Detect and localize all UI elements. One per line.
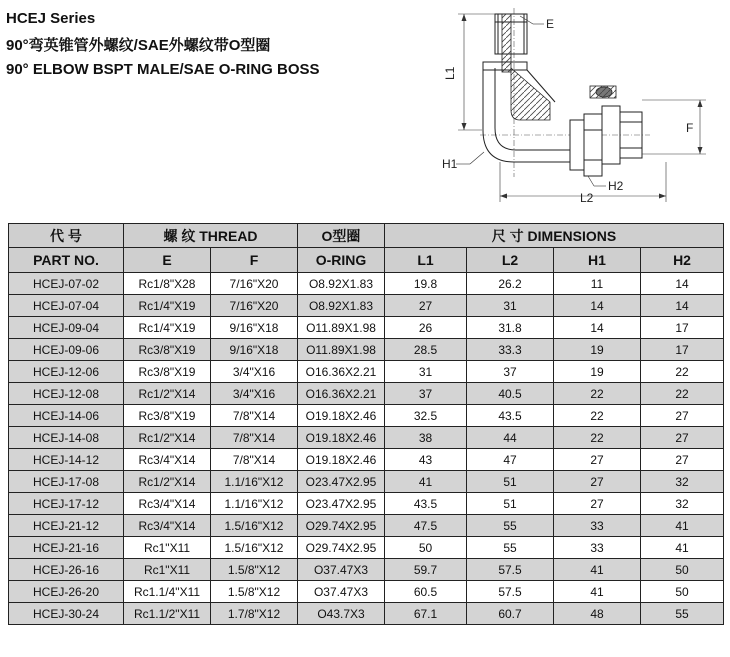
header-code-cn: 代 号 xyxy=(9,224,124,248)
table-cell: 1.1/16"X12 xyxy=(211,493,298,515)
table-cell: 47.5 xyxy=(385,515,467,537)
part-number-cell: HCEJ-26-16 xyxy=(9,559,124,581)
label-l2: L2 xyxy=(580,191,594,205)
table-cell: 27 xyxy=(641,405,724,427)
table-cell: 37 xyxy=(467,361,554,383)
table-cell: O37.47X3 xyxy=(298,559,385,581)
table-cell: O29.74X2.95 xyxy=(298,515,385,537)
table-cell: 38 xyxy=(385,427,467,449)
table-cell: 44 xyxy=(467,427,554,449)
label-e: E xyxy=(546,17,555,31)
column-header: E xyxy=(124,248,211,273)
part-number-cell: HCEJ-09-06 xyxy=(9,339,124,361)
table-cell: O8.92X1.83 xyxy=(298,273,385,295)
table-cell: 55 xyxy=(641,603,724,625)
label-h1: H1 xyxy=(442,157,458,171)
table-cell: 31 xyxy=(385,361,467,383)
table-cell: 1.7/8"X12 xyxy=(211,603,298,625)
table-cell: 1.5/8"X12 xyxy=(211,581,298,603)
table-cell: 33 xyxy=(554,515,641,537)
table-cell: O19.18X2.46 xyxy=(298,405,385,427)
table-cell: Rc1/8"X28 xyxy=(124,273,211,295)
table-cell: O37.47X3 xyxy=(298,581,385,603)
series-title: HCEJ Series xyxy=(6,10,96,27)
table-cell: 31 xyxy=(467,295,554,317)
table-cell: 9/16"X18 xyxy=(211,339,298,361)
header-dimensions: 尺 寸 DIMENSIONS xyxy=(385,224,724,248)
table-cell: 41 xyxy=(385,471,467,493)
column-header: H1 xyxy=(554,248,641,273)
table-cell: 11 xyxy=(554,273,641,295)
table-cell: 57.5 xyxy=(467,559,554,581)
table-cell: 32 xyxy=(641,471,724,493)
table-cell: Rc3/8"X19 xyxy=(124,339,211,361)
table-row xyxy=(9,383,724,405)
table-cell: 19.8 xyxy=(385,273,467,295)
table-cell: Rc3/8"X19 xyxy=(124,361,211,383)
table-row xyxy=(9,581,724,603)
table-cell: O19.18X2.46 xyxy=(298,427,385,449)
table-cell: 32 xyxy=(641,493,724,515)
table-cell: 7/16"X20 xyxy=(211,273,298,295)
table-row xyxy=(9,449,724,471)
table-cell: 22 xyxy=(554,383,641,405)
table-cell: O8.92X1.83 xyxy=(298,295,385,317)
table-cell: 27 xyxy=(554,493,641,515)
table-row xyxy=(9,515,724,537)
table-cell: O11.89X1.98 xyxy=(298,339,385,361)
column-header: L2 xyxy=(467,248,554,273)
part-number-cell: HCEJ-17-08 xyxy=(9,471,124,493)
table-cell: 14 xyxy=(554,295,641,317)
table-cell: 27 xyxy=(385,295,467,317)
table-cell: Rc1"X11 xyxy=(124,537,211,559)
table-cell: Rc1"X11 xyxy=(124,559,211,581)
table-cell: 14 xyxy=(641,273,724,295)
table-cell: 47 xyxy=(467,449,554,471)
table-row xyxy=(9,493,724,515)
table-cell: 50 xyxy=(641,559,724,581)
table-cell: 51 xyxy=(467,493,554,515)
table-cell: 7/8"X14 xyxy=(211,427,298,449)
table-row xyxy=(9,273,724,295)
table-cell: 28.5 xyxy=(385,339,467,361)
table-cell: 19 xyxy=(554,361,641,383)
table-cell: 37 xyxy=(385,383,467,405)
part-number-cell: HCEJ-14-12 xyxy=(9,449,124,471)
table-cell: Rc3/4"X14 xyxy=(124,449,211,471)
table-cell: Rc1/2"X14 xyxy=(124,427,211,449)
part-number-cell: HCEJ-07-04 xyxy=(9,295,124,317)
table-cell: 43.5 xyxy=(467,405,554,427)
part-number-cell: HCEJ-07-02 xyxy=(9,273,124,295)
table-cell: 17 xyxy=(641,339,724,361)
column-header: O-RING xyxy=(298,248,385,273)
table-cell: Rc3/4"X14 xyxy=(124,493,211,515)
dimensions-table xyxy=(8,223,724,625)
part-number-cell: HCEJ-09-04 xyxy=(9,317,124,339)
table-cell: 41 xyxy=(641,515,724,537)
table-row xyxy=(9,361,724,383)
table-body xyxy=(9,273,724,625)
table-cell: 22 xyxy=(641,361,724,383)
table-cell: O29.74X2.95 xyxy=(298,537,385,559)
title-block xyxy=(6,6,320,82)
table-cell: 7/16"X20 xyxy=(211,295,298,317)
table-cell: 57.5 xyxy=(467,581,554,603)
table-row xyxy=(9,317,724,339)
table-cell: 1.5/16"X12 xyxy=(211,537,298,559)
part-number-cell: HCEJ-12-06 xyxy=(9,361,124,383)
table-cell: 41 xyxy=(554,581,641,603)
table-cell: 22 xyxy=(554,405,641,427)
part-number-cell: HCEJ-12-08 xyxy=(9,383,124,405)
label-f: F xyxy=(686,121,694,135)
table-cell: O16.36X2.21 xyxy=(298,361,385,383)
table-cell: 43.5 xyxy=(385,493,467,515)
table-cell: 33 xyxy=(554,537,641,559)
part-number-cell: HCEJ-26-20 xyxy=(9,581,124,603)
table-cell: 7/8"X14 xyxy=(211,405,298,427)
table-cell: Rc1/2"X14 xyxy=(124,383,211,405)
column-header: PART NO. xyxy=(9,248,124,273)
label-h2: H2 xyxy=(608,179,624,193)
table-cell: 27 xyxy=(641,449,724,471)
table-cell: 50 xyxy=(641,581,724,603)
table-cell: 43 xyxy=(385,449,467,471)
table-cell: 41 xyxy=(554,559,641,581)
table-cell: O43.7X3 xyxy=(298,603,385,625)
column-header: H2 xyxy=(641,248,724,273)
table-cell: 26.2 xyxy=(467,273,554,295)
table-row xyxy=(9,405,724,427)
fitting-technical-drawing xyxy=(440,2,730,214)
table-cell: 50 xyxy=(385,537,467,559)
table-cell: 22 xyxy=(554,427,641,449)
header-thread: 螺 纹 THREAD xyxy=(124,224,298,248)
table-row xyxy=(9,537,724,559)
table-cell: Rc1/4"X19 xyxy=(124,317,211,339)
table-row xyxy=(9,603,724,625)
table-cell: O11.89X1.98 xyxy=(298,317,385,339)
table-cell: Rc3/4"X14 xyxy=(124,515,211,537)
part-number-cell: HCEJ-14-08 xyxy=(9,427,124,449)
table-cell: 67.1 xyxy=(385,603,467,625)
table-cell: 55 xyxy=(467,515,554,537)
table-cell: 41 xyxy=(641,537,724,559)
table-cell: 51 xyxy=(467,471,554,493)
table-row xyxy=(9,471,724,493)
table-cell: 26 xyxy=(385,317,467,339)
table-cell: 19 xyxy=(554,339,641,361)
table-cell: 14 xyxy=(554,317,641,339)
table-cell: 22 xyxy=(641,383,724,405)
part-number-cell: HCEJ-30-24 xyxy=(9,603,124,625)
table-cell: 17 xyxy=(641,317,724,339)
table-row xyxy=(9,427,724,449)
table-column-header-row xyxy=(9,248,724,273)
table-cell: 48 xyxy=(554,603,641,625)
table-cell: Rc1.1/2"X11 xyxy=(124,603,211,625)
table-cell: 31.8 xyxy=(467,317,554,339)
header-oring-cn: O型圈 xyxy=(298,224,385,248)
table-cell: 33.3 xyxy=(467,339,554,361)
table-cell: 7/8"X14 xyxy=(211,449,298,471)
table-group-header-row xyxy=(9,224,724,248)
table-cell: O23.47X2.95 xyxy=(298,471,385,493)
table-cell: O23.47X2.95 xyxy=(298,493,385,515)
column-header: F xyxy=(211,248,298,273)
table-cell: 27 xyxy=(641,427,724,449)
product-title-chinese: 90°弯英锥管外螺纹/SAE外螺纹带O型圈 xyxy=(6,37,271,54)
part-number-cell: HCEJ-17-12 xyxy=(9,493,124,515)
table-cell: Rc1/4"X19 xyxy=(124,295,211,317)
table-cell: 1.1/16"X12 xyxy=(211,471,298,493)
table-cell: 3/4"X16 xyxy=(211,383,298,405)
table-cell: Rc3/8"X19 xyxy=(124,405,211,427)
table-cell: O19.18X2.46 xyxy=(298,449,385,471)
table-cell: Rc1.1/4"X11 xyxy=(124,581,211,603)
table-cell: 40.5 xyxy=(467,383,554,405)
table-cell: 1.5/8"X12 xyxy=(211,559,298,581)
hex-nut xyxy=(570,114,602,176)
table-cell: 9/16"X18 xyxy=(211,317,298,339)
table-row xyxy=(9,559,724,581)
table-cell: 55 xyxy=(467,537,554,559)
table-cell: 60.5 xyxy=(385,581,467,603)
table-row xyxy=(9,295,724,317)
part-number-cell: HCEJ-21-16 xyxy=(9,537,124,559)
part-number-cell: HCEJ-14-06 xyxy=(9,405,124,427)
table-row xyxy=(9,339,724,361)
table-cell: 60.7 xyxy=(467,603,554,625)
column-header: L1 xyxy=(385,248,467,273)
label-l1: L1 xyxy=(443,66,457,80)
part-number-cell: HCEJ-21-12 xyxy=(9,515,124,537)
product-title-english: 90° ELBOW BSPT MALE/SAE O-RING BOSS xyxy=(6,61,320,78)
table-cell: 27 xyxy=(554,471,641,493)
table-cell: 59.7 xyxy=(385,559,467,581)
table-cell: 27 xyxy=(554,449,641,471)
table-cell: Rc1/2"X14 xyxy=(124,471,211,493)
table-cell: 3/4"X16 xyxy=(211,361,298,383)
table-cell: 1.5/16"X12 xyxy=(211,515,298,537)
table-cell: 32.5 xyxy=(385,405,467,427)
table-cell: 14 xyxy=(641,295,724,317)
table-cell: O16.36X2.21 xyxy=(298,383,385,405)
